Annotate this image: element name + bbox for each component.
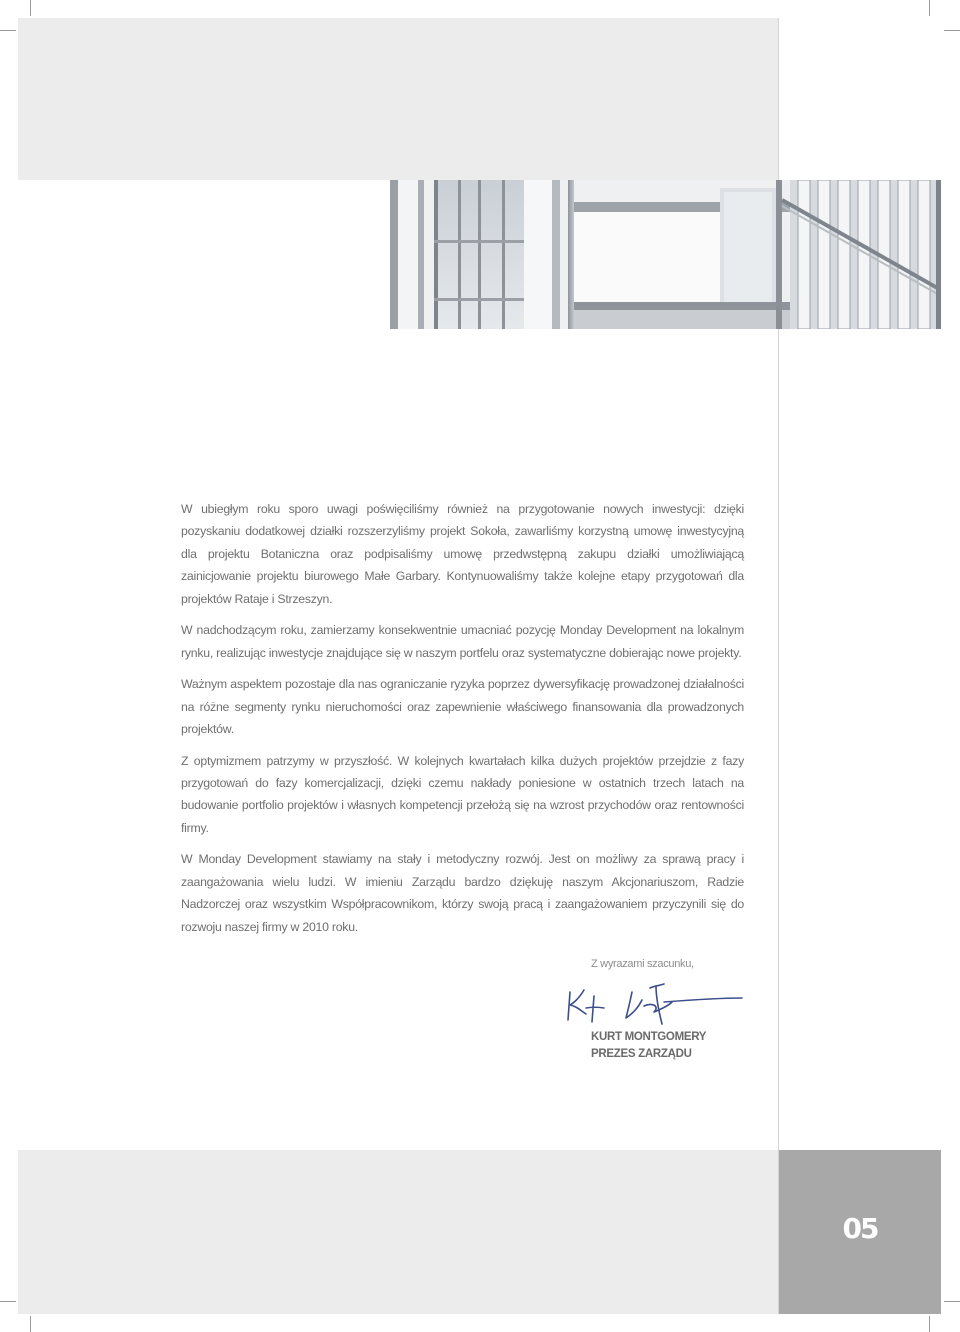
page-number: 05	[842, 1212, 878, 1245]
paragraph: Z optymizmem patrzymy w przyszłość. W kolejnych kwartałach kilka dużych projektów przejdzie z fazy przygotowań do fazy komercjalizacji, dzięki czemu nakłady poniesione w ostatnich trzech latach na budowanie portfolio projektów i własnych kompetencji przełożą się na wzrost przychodów oraz rentowności firmy.	[181, 753, 744, 835]
signatory	[591, 1029, 706, 1063]
footer-band	[18, 1150, 778, 1314]
crop-mark	[0, 30, 16, 31]
crop-mark	[944, 30, 960, 31]
crop-mark	[929, 1316, 930, 1332]
signatory-name: KURT MONTGOMERY	[591, 1031, 707, 1043]
building-facade-photo	[390, 180, 941, 329]
crop-mark	[30, 1316, 31, 1332]
crop-mark	[944, 1301, 960, 1302]
paragraph: W nadchodzącym roku, zamierzamy konsekwentnie umacniać pozycję Monday Development na lokalnym rynku, realizując inwestycje znajdujące się w naszym portfelu oraz systematyczne dobierając nowe projekty.	[181, 623, 744, 660]
crop-mark	[0, 1301, 16, 1302]
paragraph: Ważnym aspektem pozostaje dla nas ograniczanie ryzyka poprzez dywersyfikację prowadzonej działalności na różne segmenty rynku nieruchomości oraz zapewnienie właściwego finansowania dla prowadzonych projektów.	[181, 677, 744, 737]
paragraph: W Monday Development stawiamy na stały i metodyczny rozwój. Jest on możliwy za sprawą pracy i zaangażowania wielu ludzi. W imieniu Zarządu bardzo dziękuję naszym Akcjonariuszom, Radzie Nadzorczej oraz wszystkim Współpracownikom, którzy swoją pracą i zaangażowaniem przyczynili się do rozwoju naszej firmy w 2010 roku.	[181, 852, 744, 934]
page-number-box	[779, 1150, 941, 1314]
handwritten-signature	[560, 978, 750, 1033]
header-band	[18, 18, 778, 180]
crop-mark	[929, 0, 930, 16]
paragraph: W ubiegłym roku sporo uwagi poświęciliśmy również na przygotowanie nowych inwestycji: dzięki pozyskaniu dodatkowej działki rozszerzyliśmy projekt Sokoła, zawarliśmy korzystną umowę inwestycyjną dla projektu Botaniczna oraz podpisaliśmy umowę przedwstępną zakupu działki umożliwiającą zainicjowanie projektu biurowego Małe Garbary. Kontynuowaliśmy także kolejne etapy przygotowań dla projektów Rataje i Strzeszyn.	[181, 502, 744, 606]
closing-phrase: Z wyrazami szacunku,	[591, 958, 694, 970]
letter-body	[181, 498, 744, 947]
crop-mark	[30, 0, 31, 16]
signatory-title: PREZES ZARZĄDU	[591, 1048, 692, 1060]
